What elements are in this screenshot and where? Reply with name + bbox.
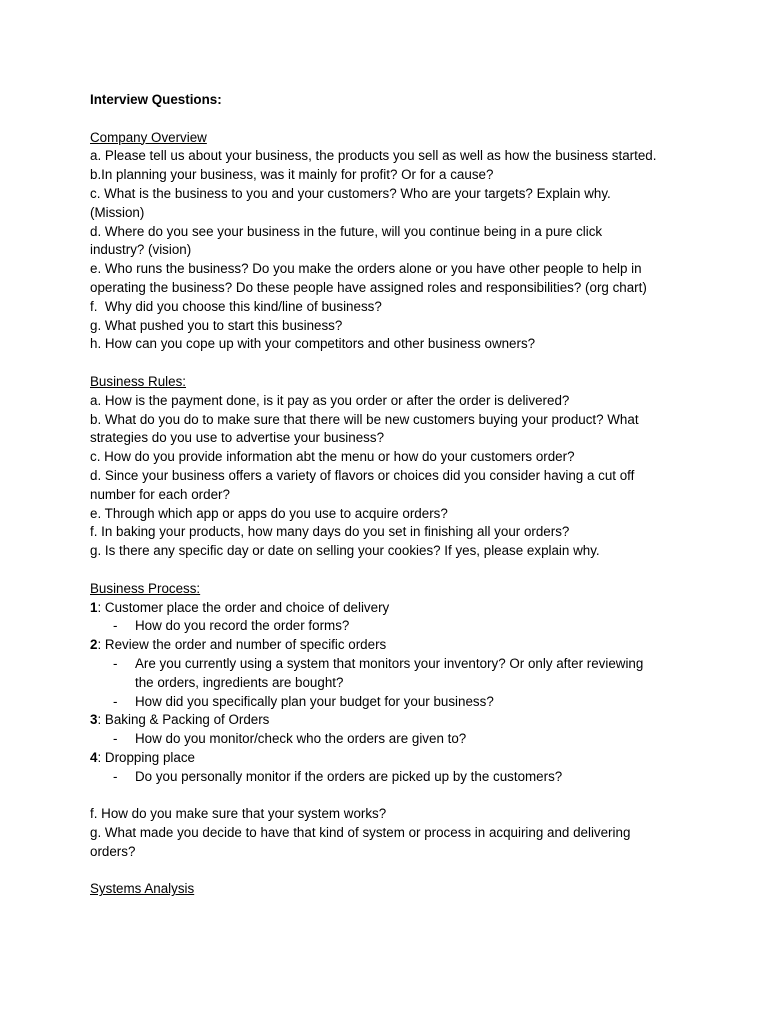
process-step [90, 599, 690, 618]
business-rules-section [90, 373, 690, 561]
question-line: strategies do you use to advertise your business? [90, 430, 385, 446]
sub-question-text: How do you monitor/check who the orders are given to? [135, 731, 467, 747]
sub-question-text: the orders, ingredients are bought? [135, 674, 344, 690]
spacer [90, 354, 690, 373]
process-sub-question [90, 768, 690, 787]
company-overview-heading: Company Overview [90, 129, 207, 145]
sub-question-text: How do you record the order forms? [135, 618, 350, 634]
process-sub-question-continued [90, 674, 690, 693]
question-line: number for each order? [90, 486, 230, 502]
question-line: g. Is there any specific day or date on selling your cookies? If yes, please explain why. [90, 543, 600, 559]
process-step [90, 749, 690, 768]
step-number: 2 [90, 637, 98, 653]
business-process-heading: Business Process: [90, 580, 201, 596]
sub-question-text: How did you specifically plan your budget for your business? [135, 693, 494, 709]
dash-bullet: - [113, 693, 118, 709]
dash-bullet: - [113, 655, 118, 671]
document-title: Interview Questions: [90, 92, 222, 107]
spacer [90, 110, 690, 129]
step-text: : Baking & Packing of Orders [97, 712, 270, 728]
question-line: c. What is the business to you and your customers? Who are your targets? Explain why. [90, 185, 611, 201]
question-line: h. How can you cope up with your competitors and other business owners? [90, 336, 536, 352]
business-process-section [90, 580, 690, 787]
question-line: d. Where do you see your business in the future, will you continue being in a pure click [90, 223, 603, 239]
process-sub-question [90, 730, 690, 749]
question-line: d. Since your business offers a variety of flavors or choices did you consider having a cut off [90, 467, 635, 483]
step-number: 4 [90, 749, 98, 765]
process-sub-question [90, 655, 690, 674]
spacer [90, 561, 690, 580]
closing-questions-section [90, 805, 690, 861]
process-sub-question [90, 617, 690, 636]
systems-analysis-heading: Systems Analysis [90, 881, 195, 897]
step-text: : Dropping place [97, 749, 195, 765]
sub-question-text: Are you currently using a system that monitors your inventory? Or only after reviewing [135, 655, 644, 671]
question-line: e. Through which app or apps do you use to acquire orders? [90, 505, 448, 521]
spacer [90, 786, 690, 805]
business-rules-heading: Business Rules: [90, 373, 187, 389]
question-line: a. How is the payment done, is it pay as you order or after the order is delivered? [90, 392, 570, 408]
dash-bullet: - [113, 618, 118, 634]
question-line: f. Why did you choose this kind/line of business? [90, 298, 382, 314]
step-text: : Customer place the order and choice of delivery [97, 599, 390, 615]
question-line: f. How do you make sure that your system works? [90, 806, 387, 822]
process-sub-question [90, 693, 690, 712]
question-line: b. What do you do to make sure that there will be new customers buying your product? What [90, 411, 639, 427]
spacer [90, 862, 690, 881]
dash-bullet: - [113, 768, 118, 784]
systems-analysis-section [90, 880, 690, 899]
company-overview-section [90, 129, 690, 355]
question-line: g. What made you decide to have that kind of system or process in acquiring and delivering [90, 825, 631, 841]
question-line: b.In planning your business, was it mainly for profit? Or for a cause? [90, 167, 494, 183]
question-line: industry? (vision) [90, 242, 192, 258]
document-page [90, 91, 690, 899]
question-line: orders? [90, 843, 136, 859]
sub-question-text: Do you personally monitor if the orders are picked up by the customers? [135, 768, 563, 784]
question-line: e. Who runs the business? Do you make the orders alone or you have other people to help in [90, 261, 642, 277]
step-number: 1 [90, 599, 98, 615]
dash-bullet: - [113, 731, 118, 747]
step-number: 3 [90, 712, 98, 728]
question-line: operating the business? Do these people have assigned roles and responsibilities? (org chart) [90, 279, 647, 295]
question-line: g. What pushed you to start this business? [90, 317, 343, 333]
step-text: : Review the order and number of specific orders [97, 637, 387, 653]
question-line: (Mission) [90, 204, 145, 220]
question-line: a. Please tell us about your business, the products you sell as well as how the business started. [90, 148, 657, 164]
process-step [90, 711, 690, 730]
question-line: c. How do you provide information abt the menu or how do your customers order? [90, 449, 575, 465]
process-step [90, 636, 690, 655]
question-line: f. In baking your products, how many days do you set in finishing all your orders? [90, 524, 570, 540]
